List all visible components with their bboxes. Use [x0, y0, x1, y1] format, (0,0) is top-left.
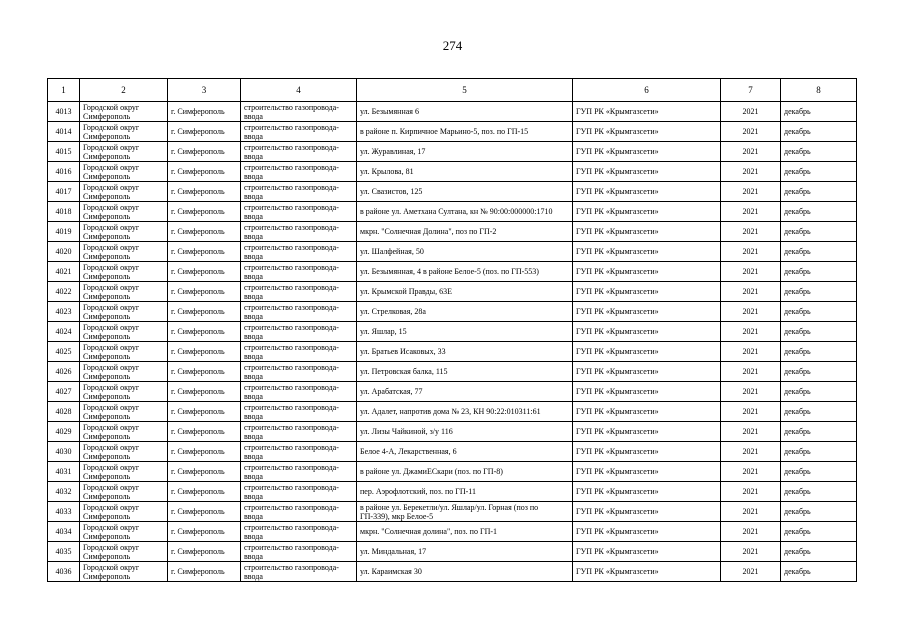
work-type-cell: строительство газопровода-ввода [241, 162, 357, 182]
row-number-cell: 4017 [48, 182, 80, 202]
year-cell: 2021 [721, 482, 781, 502]
work-type-cell: строительство газопровода-ввода [241, 262, 357, 282]
year-cell: 2021 [721, 522, 781, 542]
row-number-cell: 4034 [48, 522, 80, 542]
year-cell: 2021 [721, 182, 781, 202]
month-cell: декабрь [781, 422, 857, 442]
work-type-cell: строительство газопровода-ввода [241, 562, 357, 582]
month-cell: декабрь [781, 142, 857, 162]
month-cell: декабрь [781, 402, 857, 422]
settlement-cell: г. Симферополь [168, 122, 241, 142]
year-cell: 2021 [721, 382, 781, 402]
row-number-cell: 4030 [48, 442, 80, 462]
municipality-cell: Городской округ Симферополь [80, 362, 168, 382]
table-row [48, 282, 857, 302]
work-type-cell: строительство газопровода-ввода [241, 422, 357, 442]
year-cell: 2021 [721, 462, 781, 482]
row-number-cell: 4015 [48, 142, 80, 162]
municipality-cell: Городской округ Симферополь [80, 482, 168, 502]
municipality-cell: Городской округ Симферополь [80, 342, 168, 362]
work-type-cell: строительство газопровода-ввода [241, 402, 357, 422]
organization-cell: ГУП РК «Крымгазсети» [573, 302, 721, 322]
organization-cell: ГУП РК «Крымгазсети» [573, 462, 721, 482]
year-cell: 2021 [721, 342, 781, 362]
table-row [48, 122, 857, 142]
month-cell: декабрь [781, 282, 857, 302]
address-cell: пер. Аэрофлотский, поз. по ГП-11 [357, 482, 573, 502]
municipality-cell: Городской округ Симферополь [80, 262, 168, 282]
municipality-cell: Городской округ Симферополь [80, 282, 168, 302]
year-cell: 2021 [721, 542, 781, 562]
row-number-cell: 4026 [48, 362, 80, 382]
organization-cell: ГУП РК «Крымгазсети» [573, 142, 721, 162]
row-number-cell: 4029 [48, 422, 80, 442]
row-number-cell: 4027 [48, 382, 80, 402]
work-type-cell: строительство газопровода-ввода [241, 342, 357, 362]
municipality-cell: Городской округ Симферополь [80, 142, 168, 162]
municipality-cell: Городской округ Симферополь [80, 182, 168, 202]
address-cell: в районе п. Кирпичное Марьино-5, поз. по ГП-15 [357, 122, 573, 142]
row-number-cell: 4018 [48, 202, 80, 222]
address-cell: ул. Адалет, напротив дома № 23, КН 90:22:010311:61 [357, 402, 573, 422]
organization-cell: ГУП РК «Крымгазсети» [573, 442, 721, 462]
column-header: 3 [168, 79, 241, 102]
month-cell: декабрь [781, 542, 857, 562]
organization-cell: ГУП РК «Крымгазсети» [573, 342, 721, 362]
municipality-cell: Городской округ Симферополь [80, 302, 168, 322]
work-type-cell: строительство газопровода-ввода [241, 122, 357, 142]
address-cell: ул. Безымянная 6 [357, 102, 573, 122]
settlement-cell: г. Симферополь [168, 342, 241, 362]
work-type-cell: строительство газопровода-ввода [241, 282, 357, 302]
work-type-cell: строительство газопровода-ввода [241, 502, 357, 522]
month-cell: декабрь [781, 302, 857, 322]
row-number-cell: 4028 [48, 402, 80, 422]
settlement-cell: г. Симферополь [168, 182, 241, 202]
settlement-cell: г. Симферополь [168, 222, 241, 242]
year-cell: 2021 [721, 162, 781, 182]
municipality-cell: Городской округ Симферополь [80, 442, 168, 462]
address-cell: ул. Безымянная, 4 в районе Белое-5 (поз. по ГП-553) [357, 262, 573, 282]
row-number-cell: 4016 [48, 162, 80, 182]
column-header: 6 [573, 79, 721, 102]
address-cell: Белое 4-А, Лекарственная, 6 [357, 442, 573, 462]
year-cell: 2021 [721, 242, 781, 262]
month-cell: декабрь [781, 442, 857, 462]
organization-cell: ГУП РК «Крымгазсети» [573, 262, 721, 282]
gas-pipeline-registry-table [47, 78, 857, 582]
settlement-cell: г. Симферополь [168, 402, 241, 422]
month-cell: декабрь [781, 242, 857, 262]
row-number-cell: 4014 [48, 122, 80, 142]
municipality-cell: Городской округ Симферополь [80, 522, 168, 542]
row-number-cell: 4036 [48, 562, 80, 582]
year-cell: 2021 [721, 222, 781, 242]
year-cell: 2021 [721, 322, 781, 342]
settlement-cell: г. Симферополь [168, 282, 241, 302]
month-cell: декабрь [781, 502, 857, 522]
settlement-cell: г. Симферополь [168, 542, 241, 562]
address-cell: ул. Арабатская, 77 [357, 382, 573, 402]
organization-cell: ГУП РК «Крымгазсети» [573, 182, 721, 202]
municipality-cell: Городской округ Симферополь [80, 162, 168, 182]
address-cell: ул. Шалфейная, 50 [357, 242, 573, 262]
work-type-cell: строительство газопровода-ввода [241, 362, 357, 382]
organization-cell: ГУП РК «Крымгазсети» [573, 422, 721, 442]
work-type-cell: строительство газопровода-ввода [241, 202, 357, 222]
address-cell: ул. Миндальная, 17 [357, 542, 573, 562]
row-number-cell: 4032 [48, 482, 80, 502]
month-cell: декабрь [781, 322, 857, 342]
municipality-cell: Городской округ Симферополь [80, 322, 168, 342]
work-type-cell: строительство газопровода-ввода [241, 462, 357, 482]
organization-cell: ГУП РК «Крымгазсети» [573, 282, 721, 302]
work-type-cell: строительство газопровода-ввода [241, 142, 357, 162]
municipality-cell: Городской округ Симферополь [80, 562, 168, 582]
table-row [48, 442, 857, 462]
row-number-cell: 4023 [48, 302, 80, 322]
year-cell: 2021 [721, 422, 781, 442]
municipality-cell: Городской округ Симферополь [80, 202, 168, 222]
settlement-cell: г. Симферополь [168, 142, 241, 162]
year-cell: 2021 [721, 502, 781, 522]
row-number-cell: 4021 [48, 262, 80, 282]
settlement-cell: г. Симферополь [168, 502, 241, 522]
table-row [48, 482, 857, 502]
column-number-header-row [48, 79, 857, 102]
address-cell: мкрн. "Солнечная Долина", поз по ГП-2 [357, 222, 573, 242]
settlement-cell: г. Симферополь [168, 242, 241, 262]
table-row [48, 102, 857, 122]
settlement-cell: г. Симферополь [168, 322, 241, 342]
work-type-cell: строительство газопровода-ввода [241, 182, 357, 202]
municipality-cell: Городской округ Симферополь [80, 382, 168, 402]
organization-cell: ГУП РК «Крымгазсети» [573, 362, 721, 382]
month-cell: декабрь [781, 342, 857, 362]
settlement-cell: г. Симферополь [168, 302, 241, 322]
row-number-cell: 4033 [48, 502, 80, 522]
organization-cell: ГУП РК «Крымгазсети» [573, 562, 721, 582]
year-cell: 2021 [721, 402, 781, 422]
address-cell: ул. Журавлиная, 17 [357, 142, 573, 162]
municipality-cell: Городской округ Симферополь [80, 462, 168, 482]
row-number-cell: 4020 [48, 242, 80, 262]
organization-cell: ГУП РК «Крымгазсети» [573, 222, 721, 242]
address-cell: ул. Стрелковая, 28а [357, 302, 573, 322]
month-cell: декабрь [781, 562, 857, 582]
table-row [48, 262, 857, 282]
month-cell: декабрь [781, 102, 857, 122]
year-cell: 2021 [721, 562, 781, 582]
table-row [48, 162, 857, 182]
month-cell: декабрь [781, 522, 857, 542]
municipality-cell: Городской округ Симферополь [80, 222, 168, 242]
table-row [48, 402, 857, 422]
municipality-cell: Городской округ Симферополь [80, 402, 168, 422]
settlement-cell: г. Симферополь [168, 382, 241, 402]
table-row [48, 362, 857, 382]
settlement-cell: г. Симферополь [168, 362, 241, 382]
settlement-cell: г. Симферополь [168, 562, 241, 582]
year-cell: 2021 [721, 102, 781, 122]
organization-cell: ГУП РК «Крымгазсети» [573, 322, 721, 342]
table-row [48, 322, 857, 342]
address-cell: ул. Свазистов, 125 [357, 182, 573, 202]
table-row [48, 422, 857, 442]
month-cell: декабрь [781, 262, 857, 282]
column-header: 7 [721, 79, 781, 102]
row-number-cell: 4025 [48, 342, 80, 362]
address-cell: в районе ул. ДжамиЕСкари (поз. по ГП-8) [357, 462, 573, 482]
settlement-cell: г. Симферополь [168, 162, 241, 182]
table-row [48, 502, 857, 522]
table-body [48, 102, 857, 582]
row-number-cell: 4035 [48, 542, 80, 562]
month-cell: декабрь [781, 362, 857, 382]
municipality-cell: Городской округ Симферополь [80, 242, 168, 262]
settlement-cell: г. Симферополь [168, 522, 241, 542]
address-cell: в районе ул. Аметхана Султана, кн № 90:00:000000:1710 [357, 202, 573, 222]
work-type-cell: строительство газопровода-ввода [241, 102, 357, 122]
month-cell: декабрь [781, 222, 857, 242]
column-header: 5 [357, 79, 573, 102]
table-row [48, 462, 857, 482]
column-header: 2 [80, 79, 168, 102]
address-cell: ул. Лизы Чайкиной, з/у 116 [357, 422, 573, 442]
settlement-cell: г. Симферополь [168, 102, 241, 122]
municipality-cell: Городской округ Симферополь [80, 542, 168, 562]
municipality-cell: Городской округ Симферополь [80, 102, 168, 122]
column-header: 1 [48, 79, 80, 102]
month-cell: декабрь [781, 202, 857, 222]
municipality-cell: Городской округ Симферополь [80, 502, 168, 522]
table-row [48, 202, 857, 222]
row-number-cell: 4013 [48, 102, 80, 122]
address-cell: ул. Петровская балка, 115 [357, 362, 573, 382]
month-cell: декабрь [781, 122, 857, 142]
table-row [48, 382, 857, 402]
address-cell: в районе ул. Берекетли/ул. Яшлар/ул. Горная (поз по ГП-339), мкр Белое-5 [357, 502, 573, 522]
organization-cell: ГУП РК «Крымгазсети» [573, 402, 721, 422]
settlement-cell: г. Симферополь [168, 442, 241, 462]
work-type-cell: строительство газопровода-ввода [241, 382, 357, 402]
row-number-cell: 4019 [48, 222, 80, 242]
work-type-cell: строительство газопровода-ввода [241, 222, 357, 242]
address-cell: мкрн. "Солнечная долина", поз. по ГП-1 [357, 522, 573, 542]
municipality-cell: Городской округ Симферополь [80, 422, 168, 442]
municipality-cell: Городской округ Симферополь [80, 122, 168, 142]
work-type-cell: строительство газопровода-ввода [241, 522, 357, 542]
organization-cell: ГУП РК «Крымгазсети» [573, 502, 721, 522]
column-header: 8 [781, 79, 857, 102]
year-cell: 2021 [721, 282, 781, 302]
organization-cell: ГУП РК «Крымгазсети» [573, 122, 721, 142]
row-number-cell: 4031 [48, 462, 80, 482]
month-cell: декабрь [781, 482, 857, 502]
year-cell: 2021 [721, 202, 781, 222]
year-cell: 2021 [721, 142, 781, 162]
address-cell: ул. Караимская 30 [357, 562, 573, 582]
organization-cell: ГУП РК «Крымгазсети» [573, 482, 721, 502]
table-row [48, 562, 857, 582]
year-cell: 2021 [721, 442, 781, 462]
settlement-cell: г. Симферополь [168, 462, 241, 482]
year-cell: 2021 [721, 302, 781, 322]
work-type-cell: строительство газопровода-ввода [241, 322, 357, 342]
row-number-cell: 4022 [48, 282, 80, 302]
month-cell: декабрь [781, 162, 857, 182]
month-cell: декабрь [781, 462, 857, 482]
table-row [48, 182, 857, 202]
table-row [48, 522, 857, 542]
table-row [48, 342, 857, 362]
settlement-cell: г. Симферополь [168, 202, 241, 222]
settlement-cell: г. Симферополь [168, 422, 241, 442]
year-cell: 2021 [721, 262, 781, 282]
organization-cell: ГУП РК «Крымгазсети» [573, 162, 721, 182]
work-type-cell: строительство газопровода-ввода [241, 442, 357, 462]
work-type-cell: строительство газопровода-ввода [241, 482, 357, 502]
page-number: 274 [442, 38, 463, 53]
year-cell: 2021 [721, 122, 781, 142]
work-type-cell: строительство газопровода-ввода [241, 242, 357, 262]
address-cell: ул. Крылова, 81 [357, 162, 573, 182]
table-row [48, 142, 857, 162]
organization-cell: ГУП РК «Крымгазсети» [573, 522, 721, 542]
address-cell: ул. Крымской Правды, 63Е [357, 282, 573, 302]
organization-cell: ГУП РК «Крымгазсети» [573, 202, 721, 222]
year-cell: 2021 [721, 362, 781, 382]
row-number-cell: 4024 [48, 322, 80, 342]
organization-cell: ГУП РК «Крымгазсети» [573, 382, 721, 402]
organization-cell: ГУП РК «Крымгазсети» [573, 542, 721, 562]
table-row [48, 242, 857, 262]
organization-cell: ГУП РК «Крымгазсети» [573, 242, 721, 262]
column-header: 4 [241, 79, 357, 102]
table-row [48, 302, 857, 322]
table-row [48, 542, 857, 562]
work-type-cell: строительство газопровода-ввода [241, 542, 357, 562]
organization-cell: ГУП РК «Крымгазсети» [573, 102, 721, 122]
address-cell: ул. Братьев Исаковых, 33 [357, 342, 573, 362]
settlement-cell: г. Симферополь [168, 262, 241, 282]
table-row [48, 222, 857, 242]
work-type-cell: строительство газопровода-ввода [241, 302, 357, 322]
settlement-cell: г. Симферополь [168, 482, 241, 502]
address-cell: ул. Яшлар, 15 [357, 322, 573, 342]
month-cell: декабрь [781, 382, 857, 402]
month-cell: декабрь [781, 182, 857, 202]
